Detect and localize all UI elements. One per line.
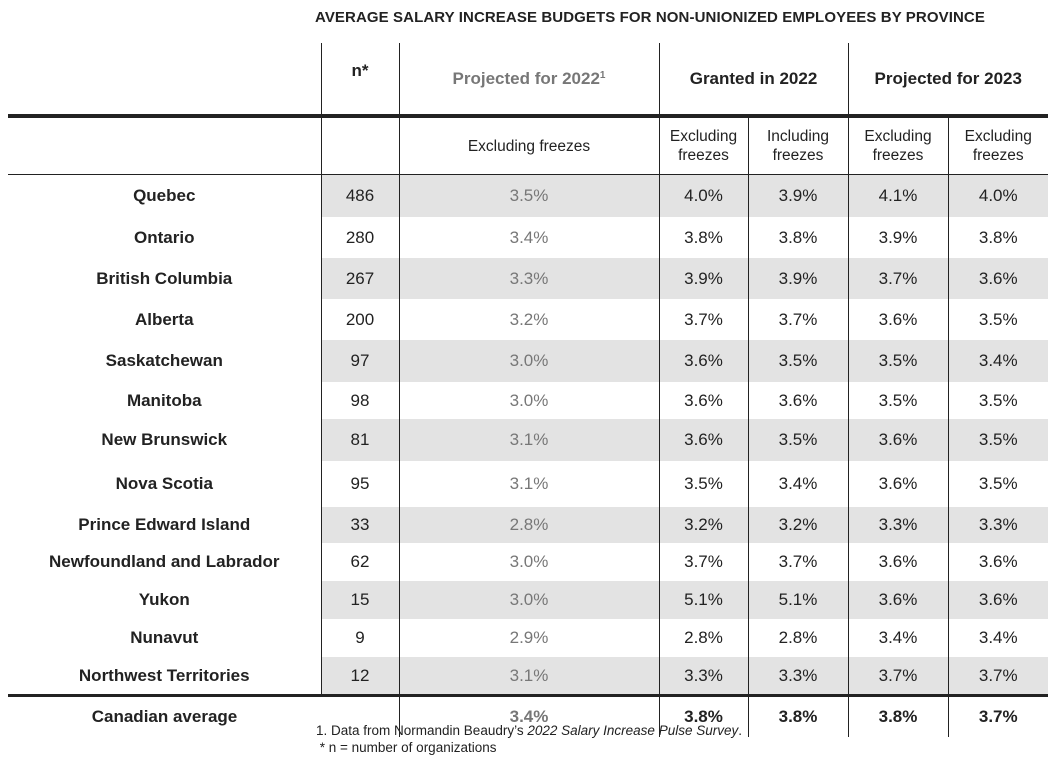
granted-excl-cell: 3.6% [659,382,748,419]
footnote-1-suffix: . [738,723,742,738]
table-row [8,382,1048,419]
table-row [8,217,1048,258]
projected-2023-a-cell: 3.6% [848,419,948,461]
province-label: Manitoba [126,390,202,410]
granted-incl-cell: 3.3% [748,657,848,696]
granted-excl-cell: 3.5% [659,461,748,507]
projected-2023-a-cell: 3.6% [848,543,948,581]
header-granted-incl [748,116,848,175]
granted-incl-cell: 5.1% [748,581,848,619]
projected-2023-a-cell: 3.4% [848,619,948,657]
granted-excl-cell: 3.9% [659,258,748,299]
table-row [8,258,1048,299]
province-label: British Columbia [96,268,233,288]
projected-2023-a-cell: 3.5% [848,340,948,382]
granted-excl-cell: 4.0% [659,175,748,218]
n-cell: 486 [321,175,399,218]
n-cell: 9 [321,619,399,657]
province-label: Nunavut [130,628,199,647]
granted-incl-cell: 3.4% [748,461,848,507]
projected-2023-b-cell: 3.6% [948,258,1048,299]
header-n: n* [321,43,399,116]
n-cell: 62 [321,543,399,581]
granted-incl-cell: 3.9% [748,258,848,299]
projected-2022-cell: 2.9% [399,619,659,657]
n-cell: 95 [321,461,399,507]
header-n-blank [321,116,399,175]
footnote-1 [316,722,742,739]
n-cell: 81 [321,419,399,461]
header-granted-incl-line2: freezes [772,147,824,164]
footnote-1-prefix: 1. Data from Normandin Beaudry’s [316,723,528,738]
province-label: Quebec [133,186,196,205]
projected-2023-a-cell: 3.5% [848,382,948,419]
projected-2023-b-cell: 3.5% [948,419,1048,461]
n-cell: 98 [321,382,399,419]
projected-2023-a-cell: 4.1% [848,175,948,218]
projected-2023-b-cell: 3.7% [948,657,1048,696]
projected-2023-b-cell: 3.3% [948,507,1048,543]
table-row [8,543,1048,581]
projected-2022-cell: 3.4% [399,217,659,258]
header-projected-2022-label: Projected for 2022 [452,68,600,88]
average-label: Canadian average [8,696,321,738]
average-granted-excl: 3.8% [659,696,748,738]
table-title: AVERAGE SALARY INCREASE BUDGETS FOR NON-UNIONIZED EMPLOYEES BY PROVINCE [315,9,985,26]
projected-2023-b-cell: 3.6% [948,543,1048,581]
projected-2022-cell: 3.0% [399,340,659,382]
n-cell: 200 [321,299,399,340]
header-proj2023-excl-b-line1: Excluding [964,128,1032,145]
n-cell: 15 [321,581,399,619]
header-projected-2023: Projected for 2023 [848,43,1048,116]
table-row [8,299,1048,340]
header-projected-2022 [399,43,659,116]
projected-2023-b-cell: 3.4% [948,340,1048,382]
table-row [8,340,1048,382]
granted-incl-cell: 3.2% [748,507,848,543]
table-row [8,657,1048,696]
province-label: Nova Scotia [115,474,213,493]
table-row [8,507,1048,543]
projected-2023-b-cell: 4.0% [948,175,1048,218]
header-excl-freezes-2022: Excluding freezes [399,116,659,175]
province-label: New Brunswick [101,430,228,449]
header-granted-excl-line2: freezes [678,147,729,164]
granted-excl-cell: 3.8% [659,217,748,258]
projected-2023-a-cell: 3.6% [848,581,948,619]
province-label: Prince Edward Island [78,515,251,534]
projected-2023-b-cell: 3.5% [948,382,1048,419]
table-row [8,461,1048,507]
header-granted-excl-line1: Excluding [669,128,738,145]
granted-excl-cell: 3.7% [659,543,748,581]
n-cell: 33 [321,507,399,543]
average-projected-2022: 3.4% [399,696,659,738]
granted-excl-cell: 3.6% [659,419,748,461]
projected-2023-a-cell: 3.7% [848,258,948,299]
province-label: Saskatchewan [105,351,223,370]
granted-incl-cell: 3.6% [748,382,848,419]
table-row [8,581,1048,619]
projected-2022-cell: 3.0% [399,382,659,419]
projected-2023-a-cell: 3.3% [848,507,948,543]
n-cell: 280 [321,217,399,258]
granted-excl-cell: 2.8% [659,619,748,657]
granted-incl-cell: 3.7% [748,543,848,581]
header-proj2023-excl-b [948,116,1048,175]
n-cell: 12 [321,657,399,696]
projected-2022-cell: 2.8% [399,507,659,543]
province-label: Yukon [138,590,190,609]
projected-2023-a-cell: 3.9% [848,217,948,258]
projected-2023-b-cell: 3.4% [948,619,1048,657]
projected-2022-cell: 3.5% [399,175,659,218]
salary-table [8,43,1048,737]
granted-incl-cell: 3.5% [748,340,848,382]
province-label: Alberta [134,309,194,329]
footnote-marker: 1 [599,69,606,81]
table-row [8,419,1048,461]
granted-excl-cell: 5.1% [659,581,748,619]
header-proj2023-excl-a [848,116,948,175]
projected-2022-cell: 3.1% [399,419,659,461]
footnotes [316,722,742,756]
projected-2022-cell: 3.1% [399,461,659,507]
header-proj2023-excl-a-line1: Excluding [864,128,932,145]
granted-incl-cell: 3.7% [748,299,848,340]
header-granted-excl [659,116,748,175]
granted-excl-cell: 3.3% [659,657,748,696]
footnote-1-survey: 2022 Salary Increase Pulse Survey [527,723,739,738]
header-blank-2 [8,116,321,175]
province-label: Ontario [134,227,195,247]
granted-excl-cell: 3.6% [659,340,748,382]
projected-2023-a-cell: 3.7% [848,657,948,696]
projected-2022-cell: 3.2% [399,299,659,340]
projected-2022-cell: 3.0% [399,543,659,581]
granted-incl-cell: 3.5% [748,419,848,461]
projected-2022-cell: 3.0% [399,581,659,619]
header-proj2023-excl-a-line2: freezes [872,147,924,164]
projected-2023-b-cell: 3.5% [948,299,1048,340]
average-projected-2023-b: 3.7% [948,696,1048,738]
province-label: Newfoundland and Labrador [49,552,280,571]
province-label: Northwest Territories [78,665,250,685]
header-row-2 [8,116,1048,175]
projected-2023-b-cell: 3.5% [948,461,1048,507]
granted-excl-cell: 3.2% [659,507,748,543]
table-row [8,619,1048,657]
granted-incl-cell: 3.9% [748,175,848,218]
header-row-1 [8,43,1048,116]
header-granted-incl-line1: Including [766,128,830,145]
header-blank [8,43,321,116]
projected-2022-cell: 3.1% [399,657,659,696]
n-cell: 267 [321,258,399,299]
average-granted-incl: 3.8% [748,696,848,738]
footnote-2: * n = number of organizations [316,740,497,755]
n-cell: 97 [321,340,399,382]
granted-incl-cell: 2.8% [748,619,848,657]
granted-excl-cell: 3.7% [659,299,748,340]
projected-2023-a-cell: 3.6% [848,461,948,507]
projected-2023-b-cell: 3.6% [948,581,1048,619]
header-proj2023-excl-b-line2: freezes [972,147,1024,164]
projected-2023-a-cell: 3.6% [848,299,948,340]
projected-2023-b-cell: 3.8% [948,217,1048,258]
average-projected-2023-a: 3.8% [848,696,948,738]
projected-2022-cell: 3.3% [399,258,659,299]
table-row [8,175,1048,218]
granted-incl-cell: 3.8% [748,217,848,258]
header-granted-2022: Granted in 2022 [659,43,848,116]
